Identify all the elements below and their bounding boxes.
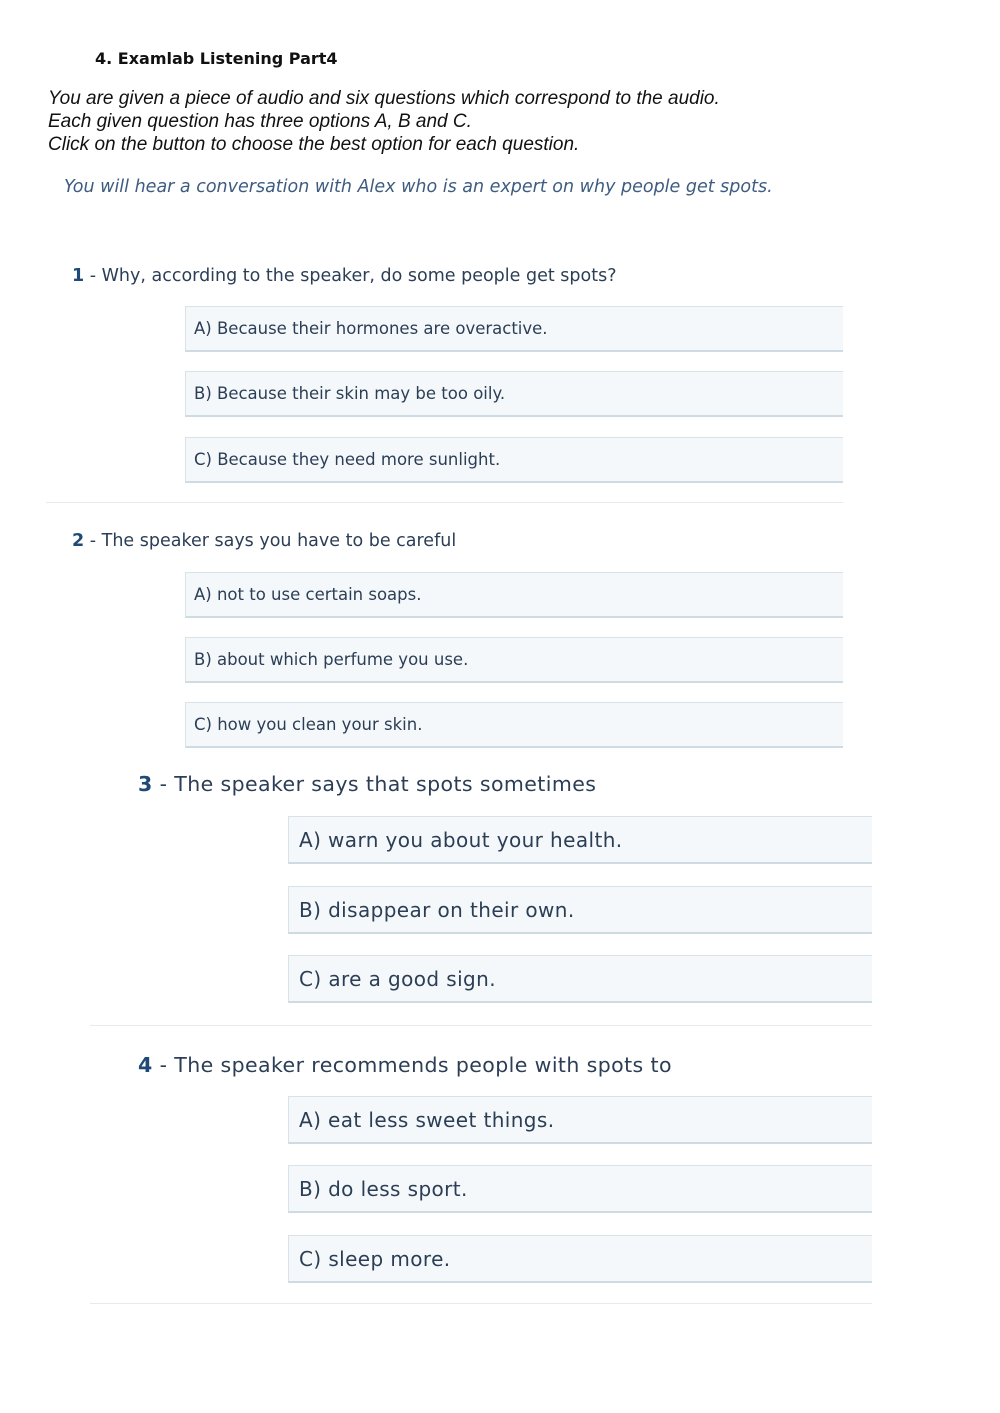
q3-option-a[interactable]: A) warn you about your health. [288, 816, 872, 864]
divider [46, 502, 843, 503]
question-number: 3 [138, 772, 153, 796]
instruction-line-1: You are given a piece of audio and six questions which correspond to the audio. [48, 88, 720, 109]
question-text: - Why, according to the speaker, do some people get spots? [84, 266, 617, 286]
page-title: 4. Examlab Listening Part4 [95, 49, 338, 68]
intro-text: You will hear a conversation with Alex who is an expert on why people get spots. [64, 177, 773, 197]
q4-option-c[interactable]: C) sleep more. [288, 1235, 872, 1283]
instruction-line-3: Click on the button to choose the best option for each question. [48, 134, 580, 155]
question-3 [138, 772, 596, 796]
instruction-line-2: Each given question has three options A, B and C. [48, 111, 472, 132]
question-2 [72, 531, 456, 551]
question-1 [72, 266, 617, 286]
q2-option-b[interactable]: B) about which perfume you use. [185, 637, 843, 683]
question-text: - The speaker says that spots sometimes [152, 772, 597, 796]
q3-option-b[interactable]: B) disappear on their own. [288, 886, 872, 934]
question-number: 4 [138, 1053, 153, 1077]
q4-option-b[interactable]: B) do less sport. [288, 1165, 872, 1213]
q1-option-c[interactable]: C) Because they need more sunlight. [185, 437, 843, 483]
question-number: 1 [72, 266, 85, 286]
question-number: 2 [72, 531, 85, 551]
q2-option-c[interactable]: C) how you clean your skin. [185, 702, 843, 748]
q4-option-a[interactable]: A) eat less sweet things. [288, 1096, 872, 1144]
question-4 [138, 1053, 672, 1077]
question-text: - The speaker says you have to be careful [84, 531, 457, 551]
divider [90, 1025, 872, 1026]
divider [90, 1303, 872, 1304]
q2-option-a[interactable]: A) not to use certain soaps. [185, 572, 843, 618]
question-text: - The speaker recommends people with spots to [152, 1053, 672, 1077]
q3-option-c[interactable]: C) are a good sign. [288, 955, 872, 1003]
q1-option-b[interactable]: B) Because their skin may be too oily. [185, 371, 843, 417]
q1-option-a[interactable]: A) Because their hormones are overactive. [185, 306, 843, 352]
